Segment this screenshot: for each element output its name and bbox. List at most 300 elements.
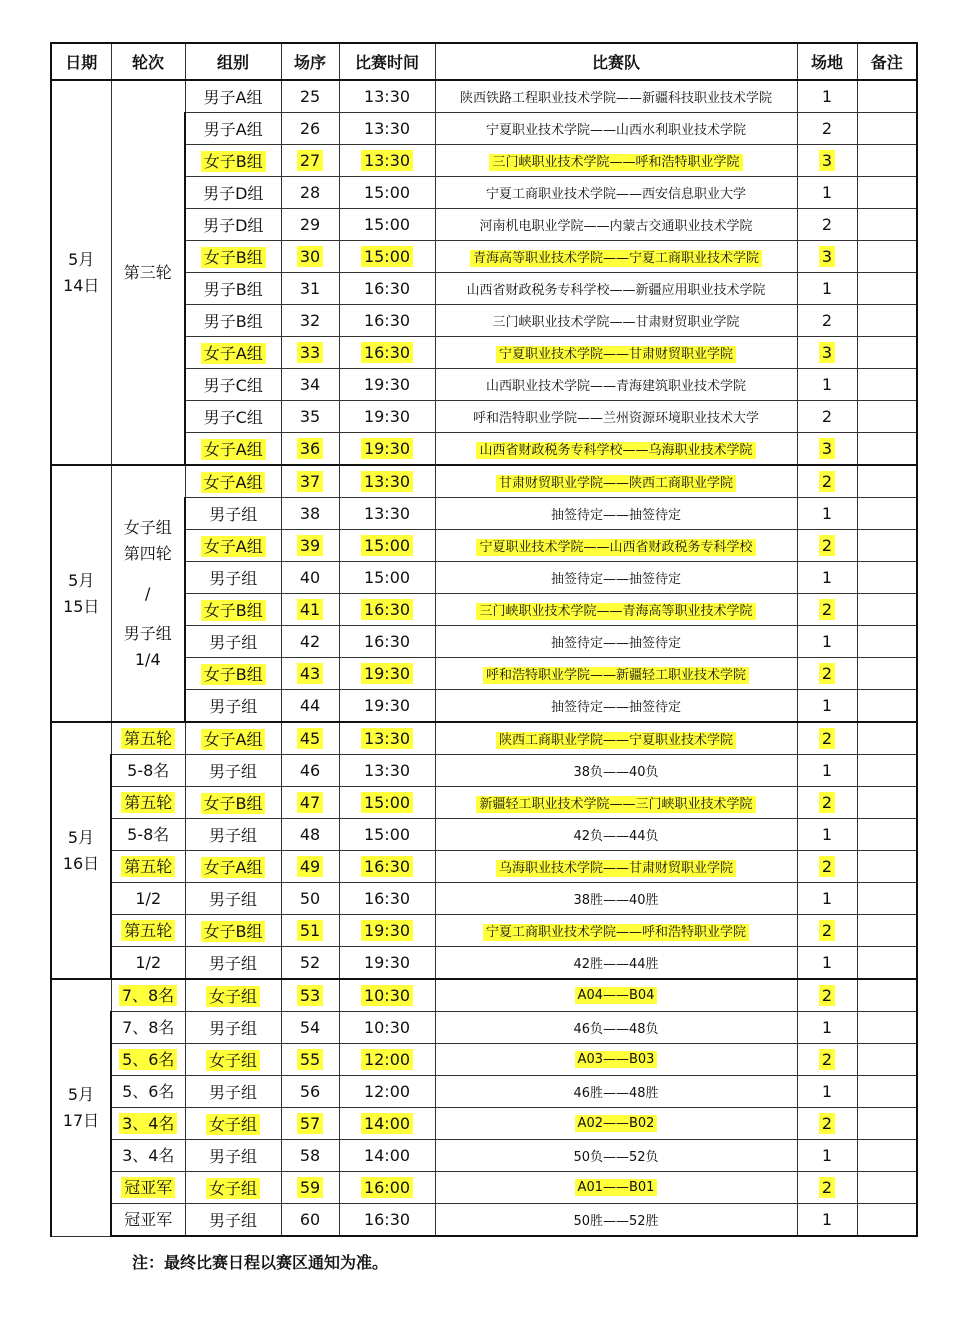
match-teams: [435, 465, 797, 498]
match-teams: 38负——40负: [435, 755, 797, 787]
match-number: 52: [281, 947, 339, 980]
highlight-text: 女子B组: [201, 921, 266, 942]
match-number: 35: [281, 401, 339, 433]
match-teams: 42胜——44胜: [435, 947, 797, 980]
match-time: [339, 915, 435, 947]
table-row: [51, 1108, 917, 1140]
match-number: [281, 337, 339, 369]
venue-cell: 1: [797, 177, 857, 209]
date-day: 16日: [62, 853, 100, 873]
group-cell: 男子组: [185, 819, 281, 851]
header-time: 比赛时间: [339, 43, 435, 80]
match-time: [339, 433, 435, 466]
group-cell: [185, 241, 281, 273]
venue-cell: 1: [797, 819, 857, 851]
highlight-text: 2: [819, 535, 835, 556]
match-time: 14:00: [339, 1140, 435, 1172]
date-day: 17日: [62, 1110, 100, 1130]
round-cell: [111, 787, 185, 819]
venue-cell: 1: [797, 947, 857, 980]
highlight-text: 33: [297, 342, 323, 363]
highlight-text: 女子A组: [201, 536, 266, 557]
remarks-cell: [857, 80, 917, 113]
date-month: 5月: [68, 249, 95, 269]
venue-cell: 2: [797, 401, 857, 433]
round-cell: [111, 80, 185, 465]
highlight-text: 山西省财政税务专科学校——乌海职业技术学院: [476, 442, 755, 459]
match-time: [339, 1172, 435, 1204]
highlight-text: 女子组: [206, 1050, 260, 1071]
highlight-text: 2: [819, 1177, 835, 1198]
venue-cell: [797, 465, 857, 498]
highlight-text: 15:00: [361, 792, 413, 813]
match-number: [281, 465, 339, 498]
match-teams: [435, 915, 797, 947]
match-teams: 46负——48负: [435, 1012, 797, 1044]
group-cell: 男子A组: [185, 80, 281, 113]
table-row: [51, 1012, 917, 1044]
match-teams: 山西省财政税务专科学校——新疆应用职业技术学院: [435, 273, 797, 305]
match-number: 26: [281, 113, 339, 145]
group-cell: 男子组: [185, 883, 281, 915]
highlight-text: 女子组: [206, 1178, 260, 1199]
match-time: 13:30: [339, 755, 435, 787]
match-teams: [435, 1172, 797, 1204]
group-cell: 男子C组: [185, 369, 281, 401]
match-time: 13:30: [339, 498, 435, 530]
highlight-text: 2: [819, 471, 835, 492]
round-cell: [111, 465, 185, 722]
remarks-cell: [857, 113, 917, 145]
remarks-cell: [857, 1012, 917, 1044]
remarks-cell: [857, 594, 917, 626]
match-number: 58: [281, 1140, 339, 1172]
highlight-text: A04——B04: [575, 987, 658, 1004]
remarks-cell: [857, 915, 917, 947]
highlight-text: 3: [819, 342, 835, 363]
match-teams: [435, 658, 797, 690]
group-cell: 男子C组: [185, 401, 281, 433]
highlight-text: 3: [819, 246, 835, 267]
match-time: 16:30: [339, 883, 435, 915]
match-teams: 河南机电职业学院——内蒙古交通职业技术学院: [435, 209, 797, 241]
footnote: 注：最终比赛日程以赛区通知为准。: [132, 1253, 389, 1272]
venue-cell: [797, 241, 857, 273]
header-group: 组别: [185, 43, 281, 80]
match-teams: [435, 1044, 797, 1076]
highlight-text: 女子A组: [201, 729, 266, 750]
group-cell: 男子D组: [185, 209, 281, 241]
highlight-text: 47: [297, 792, 323, 813]
match-time: 19:30: [339, 401, 435, 433]
match-number: 48: [281, 819, 339, 851]
match-number: 42: [281, 626, 339, 658]
venue-cell: [797, 1108, 857, 1140]
table-row: [51, 979, 917, 1012]
highlight-text: 2: [819, 663, 835, 684]
highlight-text: 甘肃财贸职业学院——陕西工商职业学院: [496, 475, 736, 492]
highlight-text: 第五轮: [121, 792, 175, 813]
remarks-cell: [857, 305, 917, 337]
highlight-text: 15:00: [361, 246, 413, 267]
match-teams: 38胜——40胜: [435, 883, 797, 915]
group-cell: [185, 465, 281, 498]
highlight-text: 第五轮: [121, 728, 175, 749]
match-number: [281, 594, 339, 626]
group-cell: [185, 1044, 281, 1076]
highlight-text: 3: [819, 438, 835, 459]
date-month: 5月: [68, 570, 95, 590]
table-body: [51, 80, 917, 1236]
match-time: 12:00: [339, 1076, 435, 1108]
group-cell: [185, 530, 281, 562]
round-cell: 冠亚军: [111, 1204, 185, 1237]
highlight-text: 青海高等职业技术学院——宁夏工商职业技术学院: [470, 250, 762, 267]
group-cell: 男子A组: [185, 113, 281, 145]
group-cell: 男子组: [185, 1012, 281, 1044]
highlight-text: 19:30: [361, 920, 413, 941]
highlight-text: 女子B组: [201, 664, 266, 685]
venue-cell: [797, 337, 857, 369]
table-row: [51, 947, 917, 980]
highlight-text: 宁夏职业技术学院——甘肃财贸职业学院: [496, 346, 736, 363]
match-teams: 50负——52负: [435, 1140, 797, 1172]
venue-cell: [797, 594, 857, 626]
highlight-text: 39: [297, 535, 323, 556]
remarks-cell: [857, 369, 917, 401]
match-number: [281, 145, 339, 177]
highlight-text: 三门峡职业技术学院——呼和浩特职业学院: [489, 154, 742, 171]
group-cell: 男子B组: [185, 273, 281, 305]
highlight-text: 女子A组: [201, 857, 266, 878]
venue-cell: 2: [797, 209, 857, 241]
remarks-cell: [857, 1204, 917, 1237]
match-number: 34: [281, 369, 339, 401]
table-row: [51, 819, 917, 851]
venue-cell: 1: [797, 1204, 857, 1237]
match-time: [339, 851, 435, 883]
round-line: 女子组: [123, 517, 172, 537]
match-time: [339, 1044, 435, 1076]
date-cell: [51, 979, 111, 1236]
highlight-text: 2: [819, 1113, 835, 1134]
match-number: 28: [281, 177, 339, 209]
group-cell: 男子组: [185, 1076, 281, 1108]
table-row: [51, 851, 917, 883]
match-time: [339, 594, 435, 626]
match-number: 44: [281, 690, 339, 723]
remarks-cell: [857, 1044, 917, 1076]
match-teams: 三门峡职业技术学院——甘肃财贸职业学院: [435, 305, 797, 337]
highlight-text: 女子B组: [201, 793, 266, 814]
venue-cell: [797, 145, 857, 177]
round-cell: 3、4名: [111, 1140, 185, 1172]
match-teams: [435, 433, 797, 466]
table-row: [51, 465, 917, 498]
venue-cell: 1: [797, 273, 857, 305]
group-cell: [185, 433, 281, 466]
match-teams: [435, 594, 797, 626]
match-time: 19:30: [339, 947, 435, 980]
highlight-text: 2: [819, 792, 835, 813]
highlight-text: 2: [819, 856, 835, 877]
highlight-text: 43: [297, 663, 323, 684]
remarks-cell: [857, 979, 917, 1012]
highlight-text: 3、4名: [119, 1113, 177, 1134]
match-number: [281, 787, 339, 819]
match-time: 15:00: [339, 819, 435, 851]
highlight-text: 新疆轻工职业技术学院——三门峡职业技术学院: [476, 796, 755, 813]
remarks-cell: [857, 562, 917, 594]
highlight-text: 7、8名: [119, 985, 177, 1006]
match-teams: [435, 241, 797, 273]
highlight-text: 49: [297, 856, 323, 877]
table-row: [51, 1204, 917, 1237]
table-row: [51, 1044, 917, 1076]
highlight-text: 三门峡职业技术学院——青海高等职业技术学院: [476, 603, 755, 620]
remarks-cell: [857, 241, 917, 273]
table-row: [51, 722, 917, 755]
venue-cell: 2: [797, 113, 857, 145]
match-time: [339, 530, 435, 562]
header-date: 日期: [51, 43, 111, 80]
table-row: [51, 755, 917, 787]
match-time: 16:30: [339, 305, 435, 337]
venue-cell: [797, 787, 857, 819]
highlight-text: 45: [297, 728, 323, 749]
remarks-cell: [857, 1140, 917, 1172]
match-time: 16:30: [339, 273, 435, 305]
remarks-cell: [857, 1076, 917, 1108]
match-number: 56: [281, 1076, 339, 1108]
highlight-text: 女子A组: [201, 472, 266, 493]
highlight-text: 第五轮: [121, 856, 175, 877]
group-cell: [185, 594, 281, 626]
match-teams: [435, 145, 797, 177]
highlight-text: 13:30: [361, 471, 413, 492]
header-remarks: 备注: [857, 43, 917, 80]
remarks-cell: [857, 787, 917, 819]
group-cell: 男子组: [185, 562, 281, 594]
match-number: 32: [281, 305, 339, 337]
remarks-cell: [857, 1172, 917, 1204]
match-teams: [435, 337, 797, 369]
highlight-text: 14:00: [361, 1113, 413, 1134]
group-cell: [185, 851, 281, 883]
highlight-text: 女子组: [206, 1114, 260, 1135]
date-cell: [51, 465, 111, 722]
match-number: [281, 658, 339, 690]
venue-cell: 1: [797, 1140, 857, 1172]
group-cell: 男子D组: [185, 177, 281, 209]
match-number: 46: [281, 755, 339, 787]
remarks-cell: [857, 755, 917, 787]
group-cell: [185, 1172, 281, 1204]
highlight-text: 2: [819, 985, 835, 1006]
match-time: 16:30: [339, 626, 435, 658]
venue-cell: 1: [797, 883, 857, 915]
highlight-text: 19:30: [361, 438, 413, 459]
round-cell: 5-8名: [111, 819, 185, 851]
highlight-text: 3: [819, 150, 835, 171]
table-row: [51, 915, 917, 947]
highlight-text: 16:00: [361, 1177, 413, 1198]
highlight-text: 16:30: [361, 342, 413, 363]
group-cell: 男子组: [185, 1204, 281, 1237]
venue-cell: [797, 530, 857, 562]
remarks-cell: [857, 401, 917, 433]
highlight-text: 36: [297, 438, 323, 459]
date-day: 15日: [63, 596, 100, 616]
match-number: 31: [281, 273, 339, 305]
highlight-text: 2: [819, 1049, 835, 1070]
venue-cell: 1: [797, 1012, 857, 1044]
remarks-cell: [857, 947, 917, 980]
highlight-text: 2: [819, 920, 835, 941]
round-line: [112, 607, 185, 621]
match-time: [339, 722, 435, 755]
highlight-text: 12:00: [361, 1049, 413, 1070]
group-cell: 男子组: [185, 498, 281, 530]
highlight-text: 宁夏职业技术学院——山西省财政税务专科学校: [476, 539, 755, 556]
highlight-text: 陕西工商职业学院——宁夏职业技术学院: [496, 732, 736, 749]
match-number: [281, 915, 339, 947]
match-number: [281, 241, 339, 273]
match-teams: [435, 787, 797, 819]
match-number: [281, 1108, 339, 1140]
round-line: 男子组: [123, 623, 172, 643]
remarks-cell: [857, 626, 917, 658]
match-time: [339, 658, 435, 690]
venue-cell: 1: [797, 690, 857, 723]
match-teams: 呼和浩特职业学院——兰州资源环境职业技术大学: [435, 401, 797, 433]
table-row: [51, 1140, 917, 1172]
remarks-cell: [857, 433, 917, 466]
highlight-text: 53: [297, 985, 323, 1006]
group-cell: 男子B组: [185, 305, 281, 337]
highlight-text: 女子组: [206, 986, 260, 1007]
highlight-text: A03——B03: [575, 1051, 658, 1068]
match-time: 15:00: [339, 177, 435, 209]
venue-cell: 1: [797, 1076, 857, 1108]
highlight-text: 59: [297, 1177, 323, 1198]
remarks-cell: [857, 658, 917, 690]
group-cell: [185, 658, 281, 690]
match-time: [339, 787, 435, 819]
venue-cell: 1: [797, 369, 857, 401]
venue-cell: [797, 1044, 857, 1076]
remarks-cell: [857, 209, 917, 241]
group-cell: 男子组: [185, 626, 281, 658]
venue-cell: 1: [797, 562, 857, 594]
highlight-text: 第五轮: [121, 920, 175, 941]
venue-cell: [797, 1172, 857, 1204]
date-month: 5月: [67, 827, 95, 847]
highlight-text: 2: [819, 599, 835, 620]
highlight-text: 16:30: [361, 599, 413, 620]
venue-cell: [797, 851, 857, 883]
match-number: [281, 530, 339, 562]
venue-cell: 1: [797, 626, 857, 658]
match-time: [339, 241, 435, 273]
group-cell: [185, 787, 281, 819]
highlight-text: 呼和浩特职业学院——新疆轻工职业技术学院: [483, 667, 749, 684]
round-cell: 7、8名: [111, 1012, 185, 1044]
header-row: [51, 43, 917, 80]
match-time: [339, 145, 435, 177]
round-line: 第三轮: [123, 262, 172, 282]
round-cell: [111, 915, 185, 947]
match-teams: [435, 979, 797, 1012]
table-header: [51, 43, 917, 80]
match-teams: 抽签待定——抽签待定: [435, 562, 797, 594]
match-number: [281, 1172, 339, 1204]
venue-cell: [797, 722, 857, 755]
match-number: [281, 433, 339, 466]
match-teams: 宁夏工商职业技术学院——西安信息职业大学: [435, 177, 797, 209]
group-cell: 男子组: [185, 755, 281, 787]
match-number: [281, 851, 339, 883]
header-round: 轮次: [111, 43, 185, 80]
venue-cell: [797, 658, 857, 690]
round-cell: [111, 722, 185, 755]
remarks-cell: [857, 465, 917, 498]
group-cell: 男子组: [185, 947, 281, 980]
highlight-text: 37: [297, 471, 323, 492]
venue-cell: 1: [797, 498, 857, 530]
header-match-no: 场序: [281, 43, 339, 80]
remarks-cell: [857, 819, 917, 851]
venue-cell: 1: [797, 80, 857, 113]
venue-cell: [797, 979, 857, 1012]
highlight-text: 19:30: [361, 663, 413, 684]
round-cell: [111, 1172, 185, 1204]
schedule-table: [50, 42, 918, 1237]
match-time: [339, 337, 435, 369]
highlight-text: 30: [297, 246, 323, 267]
highlight-text: 13:30: [361, 728, 413, 749]
round-cell: 5-8名: [111, 755, 185, 787]
highlight-text: 宁夏工商职业技术学院——呼和浩特职业学院: [483, 924, 749, 941]
remarks-cell: [857, 273, 917, 305]
highlight-text: 女子B组: [201, 151, 266, 172]
match-time: 13:30: [339, 80, 435, 113]
remarks-cell: [857, 498, 917, 530]
highlight-text: 10:30: [361, 985, 413, 1006]
group-cell: [185, 722, 281, 755]
match-number: [281, 979, 339, 1012]
match-time: [339, 979, 435, 1012]
remarks-cell: [857, 851, 917, 883]
round-cell: [111, 1108, 185, 1140]
group-cell: 男子组: [185, 690, 281, 723]
venue-cell: [797, 915, 857, 947]
match-time: [339, 465, 435, 498]
highlight-text: 2: [819, 728, 835, 749]
remarks-cell: [857, 883, 917, 915]
highlight-text: 女子B组: [201, 600, 266, 621]
round-line: [112, 567, 185, 581]
round-line: /: [145, 583, 151, 603]
match-teams: 50胜——52胜: [435, 1204, 797, 1237]
match-time: 19:30: [339, 369, 435, 401]
highlight-text: 乌海职业技术学院——甘肃财贸职业学院: [496, 860, 736, 877]
round-cell: [111, 851, 185, 883]
table-row: [51, 80, 917, 113]
table-row: [51, 1172, 917, 1204]
match-teams: [435, 851, 797, 883]
match-teams: 山西职业技术学院——青海建筑职业技术学院: [435, 369, 797, 401]
